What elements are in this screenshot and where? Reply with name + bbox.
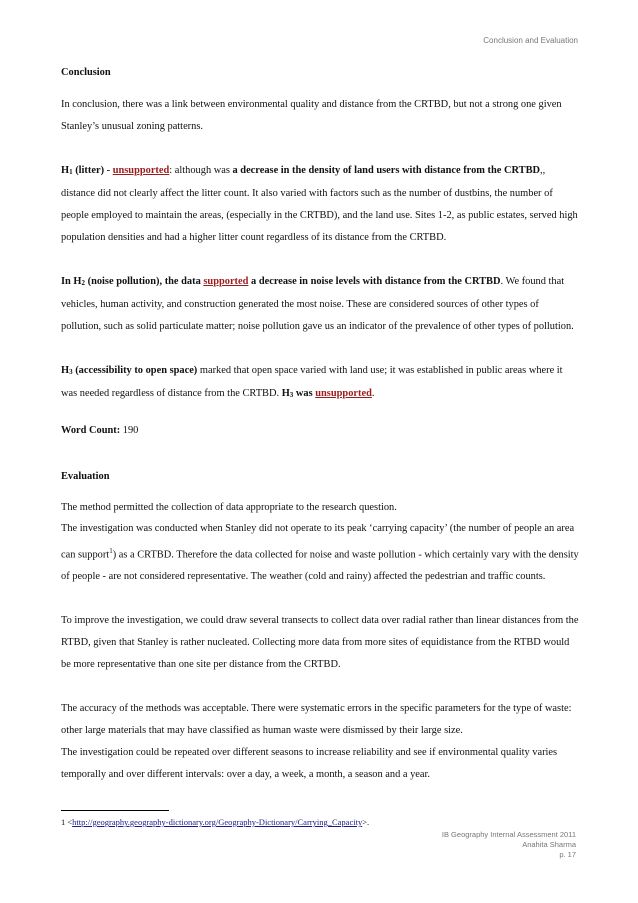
hypothesis-2-paragraph: In $H_2$ (noise pollution), the data supported a decrease in noise levels with distance from the CRTBD. We found that vehicles, human activity, and construction generated the most noise. These are considered sources of other types of pollution, such as solid particulate matter; noise pollution gave us an indicator of the prevalence of other types of pollution. <box>61 276 574 332</box>
page-footer <box>442 830 576 860</box>
footer-course: IB Geography Internal Assessment 2011 <box>441 830 576 839</box>
running-header: Conclusion and Evaluation <box>483 36 578 45</box>
evaluation-p4: The accuracy of the methods was acceptable. There were systematic errors in the specific parameters for the type of waste: other large materials that may have classified as human waste were dismissed by their large size. <box>61 703 572 737</box>
h2-label: In $H_2$ (noise pollution), the data <box>61 276 204 287</box>
evaluation-heading: Evaluation <box>61 471 110 482</box>
page-number: p. 17 <box>559 850 576 859</box>
hypothesis-3-paragraph: $H_3$ (accessibility to open space) marked that open space varied with land use; it was established in public areas where it was needed regardless of distance from the CRTBD. $H_3$ was unsupported. <box>61 365 563 399</box>
word-count: Word Count: 190 <box>61 425 139 436</box>
h2-status: supported <box>203 276 249 287</box>
h1-status: unsupported <box>112 165 170 176</box>
conclusion-heading: Conclusion <box>61 67 111 78</box>
h3-label: $H_3$ (accessibility to open space) <box>61 365 198 376</box>
footnote-link[interactable]: http://geography.geography-dictionary.org/Geography-Dictionary/Carrying_Capacity <box>72 817 363 827</box>
evaluation-p3: To improve the investigation, we could draw several transects to collect data over radial rather than linear distances from the RTBD, given that Stanley is rather nucleated. Collecting more data from more sites of equidistance from the RTBD would be more representative than one site per distance from the CRTBD. <box>61 615 579 671</box>
evaluation-p1: The method permitted the collection of data appropriate to the research question. <box>61 502 397 513</box>
footer-author: Anahita Sharma <box>522 840 576 849</box>
footnote-ref[interactable]: 1 <box>109 547 113 555</box>
h1-label: $H_1$ (litter) - <box>61 165 113 176</box>
footnote: 1 <http://geography.geography-dictionary.org/Geography-Dictionary/Carrying_Capacity>. <box>61 817 370 827</box>
evaluation-p5: The investigation could be repeated over different seasons to increase reliability and see if environmental quality varies temporally and over different intervals: over a day, a week, a month, a season and a year. <box>61 747 558 781</box>
hypothesis-1-paragraph: $H_1$ (litter) - unsupported: although was a decrease in the density of land users with distance from the CRTBD,, distance did not clearly affect the litter count. It also varied with factors such as the number of dustbins, the number of people employed to maintain the areas, (especially in the CRTBD), and the land use. Sites 1-2, as public estates, served high population densities and had a higher litter count regardless of its distance from the CRTBD. <box>61 165 578 243</box>
h3-status: unsupported <box>315 388 372 399</box>
evaluation-p2: The investigation was conducted when Stanley did not operate to its peak ‘carrying capacity’ (the number of people an area can support$^1$) as a CRTBD. Therefore the data collected for noise and waste pollution - which certainly vary with the density of people - are not considered representative. The weather (cold and rainy) affected the pedestrian and traffic counts. <box>61 523 579 583</box>
conclusion-intro: In conclusion, there was a link between environmental quality and distance from the CRTBD, but not a strong one given Stanley’s unusual zoning patterns. <box>61 99 562 132</box>
footnote-rule <box>61 810 169 811</box>
page-body <box>61 60 581 786</box>
